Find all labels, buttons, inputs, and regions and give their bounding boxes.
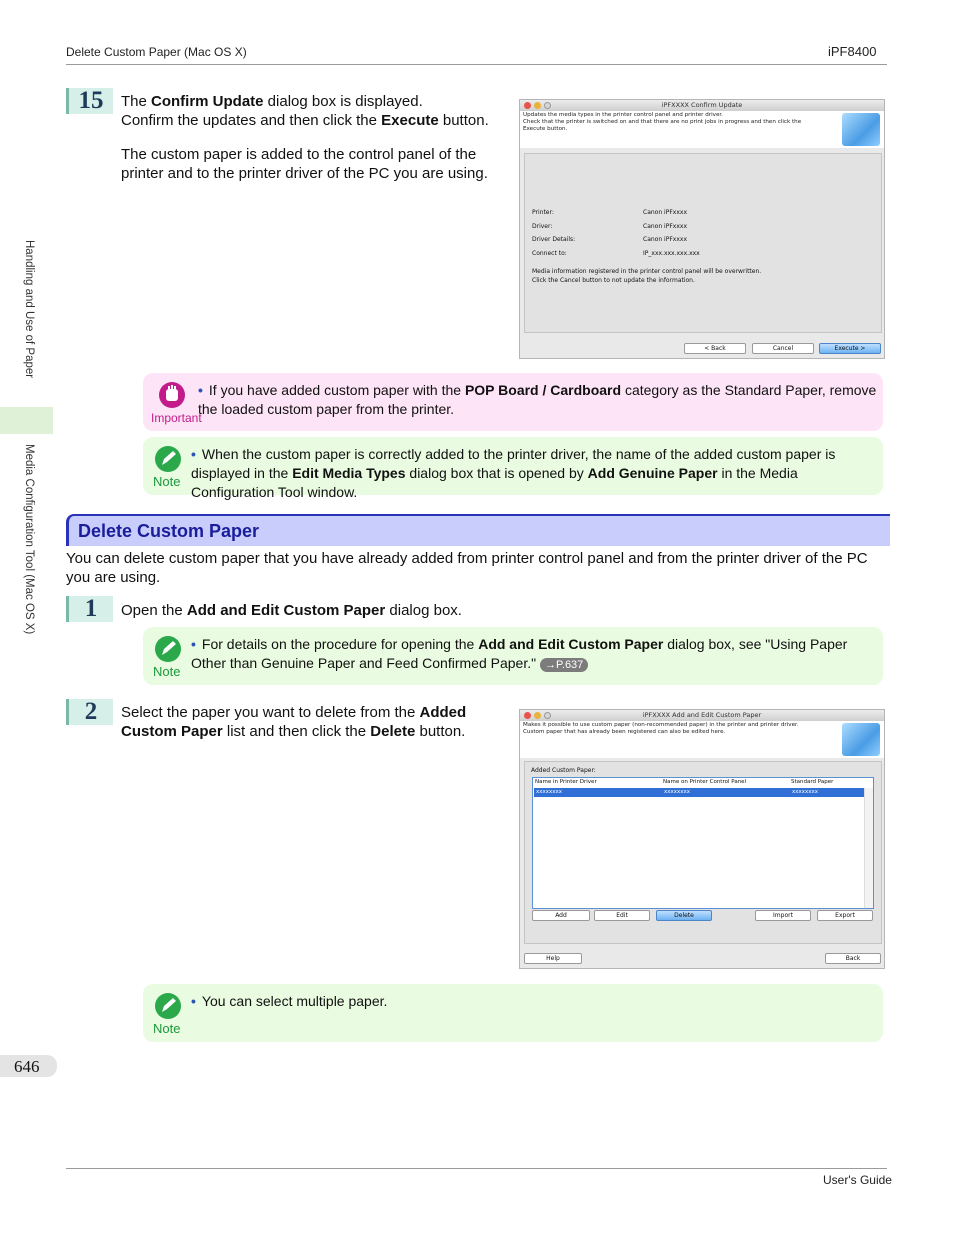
printer-logo-icon — [842, 113, 880, 146]
driver-details-label: Driver Details: — [532, 236, 576, 243]
page-reference-link[interactable]: →P.637 — [540, 658, 588, 672]
note-pencil-icon — [154, 635, 182, 663]
dialog-description-area — [520, 111, 884, 148]
sidebar-tab-marker — [0, 407, 53, 434]
cell-driver-name: xxxxxxxx — [536, 789, 563, 795]
step-15-result: The custom paper is added to the control panel of the printer and to the printer driver of the PC you are using. — [121, 146, 488, 182]
column-header-driver-name[interactable]: Name in Printer Driver — [535, 779, 597, 785]
text-run: Confirm the updates and then click the — [121, 112, 382, 129]
step-2-number: 2 — [66, 699, 113, 725]
driver-value: Canon iPFxxxx — [643, 223, 687, 230]
pop-board-term: POP Board / Cardboard — [464, 382, 622, 398]
important-label: Important — [151, 411, 202, 425]
section-heading — [66, 514, 890, 546]
printer-label: Printer: — [532, 209, 554, 216]
note-pencil-icon — [154, 445, 182, 473]
vertical-scrollbar[interactable] — [864, 788, 873, 908]
confirm-info-panel — [524, 153, 882, 333]
add-edit-custom-paper-term: Add and Edit Custom Paper — [186, 602, 386, 619]
driver-details-value: Canon iPFxxxx — [643, 236, 687, 243]
note-3-text — [191, 992, 875, 1011]
dialog-description: Updates the media types in the printer control panel and printer driver. Check that the printer is switched on and that there are no print jobs in progress and then click the Execute button. — [523, 112, 802, 132]
bullet-icon: • — [198, 382, 203, 398]
important-callout — [143, 373, 883, 431]
added-custom-paper-term: Added Custom Paper — [121, 704, 467, 740]
note-1-text — [191, 445, 875, 502]
note-label: Note — [153, 1021, 181, 1036]
text-run: list and then click the — [222, 723, 371, 740]
page-number-tab — [0, 1055, 57, 1077]
text-run: category as the Standard Paper, remove the loaded custom paper from the printer. — [198, 382, 877, 417]
confirm-update-term: Confirm Update — [151, 93, 264, 110]
text-run: If you have added custom paper with the — [208, 382, 465, 398]
added-custom-paper-group — [524, 761, 882, 944]
add-genuine-paper-term: Add Genuine Paper — [587, 465, 718, 481]
note-pencil-icon — [154, 992, 182, 1020]
step-2-text — [121, 703, 496, 741]
custom-paper-list[interactable] — [532, 777, 874, 909]
section-title: Delete Custom Paper — [78, 521, 260, 541]
sidebar-section-media-config: Media Configuration Tool (Mac OS X) — [23, 444, 35, 635]
help-button[interactable]: Help — [524, 953, 582, 964]
text-run: You can select multiple paper. — [201, 993, 388, 1009]
dialog-title: iPFXXXX Add and Edit Custom Paper — [642, 711, 762, 719]
dialog-title: iPFXXXX Confirm Update — [661, 101, 743, 109]
import-button[interactable]: Import — [755, 910, 811, 921]
text-run: in the Media Configuration Tool window. — [191, 465, 798, 500]
header-right: iPF8400 — [828, 44, 877, 59]
bullet-icon: • — [191, 446, 196, 462]
bullet-icon: • — [191, 993, 196, 1009]
cell-standard-paper: xxxxxxxx — [792, 789, 819, 795]
execute-term: Execute — [381, 112, 439, 129]
text-run: When the custom paper is correctly added to the printer driver, the name of the added custom paper is displayed in the — [191, 446, 836, 481]
bullet-icon: • — [191, 636, 196, 652]
header-rule — [66, 64, 887, 65]
dialog-description-area — [520, 721, 884, 758]
overwrite-message: Media information registered in the printer control panel will be overwritten. Click the Cancel button to not update the information. — [532, 268, 762, 284]
delete-term: Delete — [370, 723, 416, 740]
note-callout-1 — [143, 437, 883, 500]
important-hand-icon — [158, 381, 186, 409]
text-run: For details on the procedure for opening the — [201, 636, 479, 652]
note-callout-3 — [143, 984, 883, 1042]
execute-button[interactable]: Execute > — [819, 343, 881, 354]
sidebar-section-handling: Handling and Use of Paper — [23, 240, 35, 379]
note-callout-2 — [143, 627, 883, 685]
delete-button[interactable]: Delete — [656, 910, 712, 921]
add-button[interactable]: Add — [532, 910, 590, 921]
connect-to-label: Connect to: — [532, 250, 567, 257]
step-15-number: 15 — [66, 88, 113, 114]
back-button[interactable]: Back — [825, 953, 881, 964]
text-run: Select the paper you want to delete from the — [121, 704, 420, 721]
confirm-update-dialog — [519, 99, 885, 359]
printer-logo-icon — [842, 723, 880, 756]
table-row[interactable] — [534, 788, 865, 797]
text-run: dialog box is displayed. — [263, 93, 423, 110]
export-button[interactable]: Export — [817, 910, 873, 921]
edit-media-types-term: Edit Media Types — [292, 465, 406, 481]
footer-rule — [66, 1168, 887, 1169]
text-run: dialog box. — [385, 602, 462, 619]
column-header-panel-name[interactable]: Name on Printer Control Panel — [663, 779, 747, 785]
text-run: dialog box that is opened by — [405, 465, 588, 481]
column-header-standard-paper[interactable]: Standard Paper — [791, 779, 834, 785]
text-run: button. — [438, 112, 489, 129]
section-intro: You can delete custom paper that you have already added from printer control panel and from the printer driver of the PC you are using. — [66, 550, 868, 586]
note-label: Note — [153, 474, 181, 489]
text-run: button. — [415, 723, 466, 740]
text-run: The — [121, 93, 152, 110]
page-number: 646 — [14, 1057, 40, 1076]
important-text — [198, 381, 878, 419]
step-1-number: 1 — [66, 596, 113, 622]
group-label: Added Custom Paper: — [531, 767, 596, 774]
cell-panel-name: xxxxxxxx — [664, 789, 691, 795]
text-run: dialog box, see "Using Paper Other than Genuine Paper and Feed Confirmed Paper." — [191, 636, 848, 671]
note-2-text — [191, 635, 875, 673]
step-1-text — [121, 601, 821, 620]
connect-to-value: IP_xxx.xxx.xxx.xxx — [643, 250, 700, 257]
add-edit-custom-paper-term: Add and Edit Custom Paper — [478, 636, 664, 652]
note-label: Note — [153, 664, 181, 679]
edit-button[interactable]: Edit — [594, 910, 650, 921]
add-edit-custom-paper-dialog — [519, 709, 885, 969]
step-15-text — [121, 92, 511, 130]
footer-right: User's Guide — [823, 1173, 892, 1187]
header-left: Delete Custom Paper (Mac OS X) — [66, 45, 247, 59]
printer-value: Canon iPFxxxx — [643, 209, 687, 216]
driver-label: Driver: — [532, 223, 553, 230]
text-run: Open the — [121, 602, 187, 619]
cancel-button[interactable]: Cancel — [752, 343, 814, 354]
dialog-description: Makes it possible to use custom paper (non-recommended paper) in the printer and printer driver. Custom paper that has already been registered can also be edited here. — [523, 722, 799, 735]
back-button[interactable]: < Back — [684, 343, 746, 354]
